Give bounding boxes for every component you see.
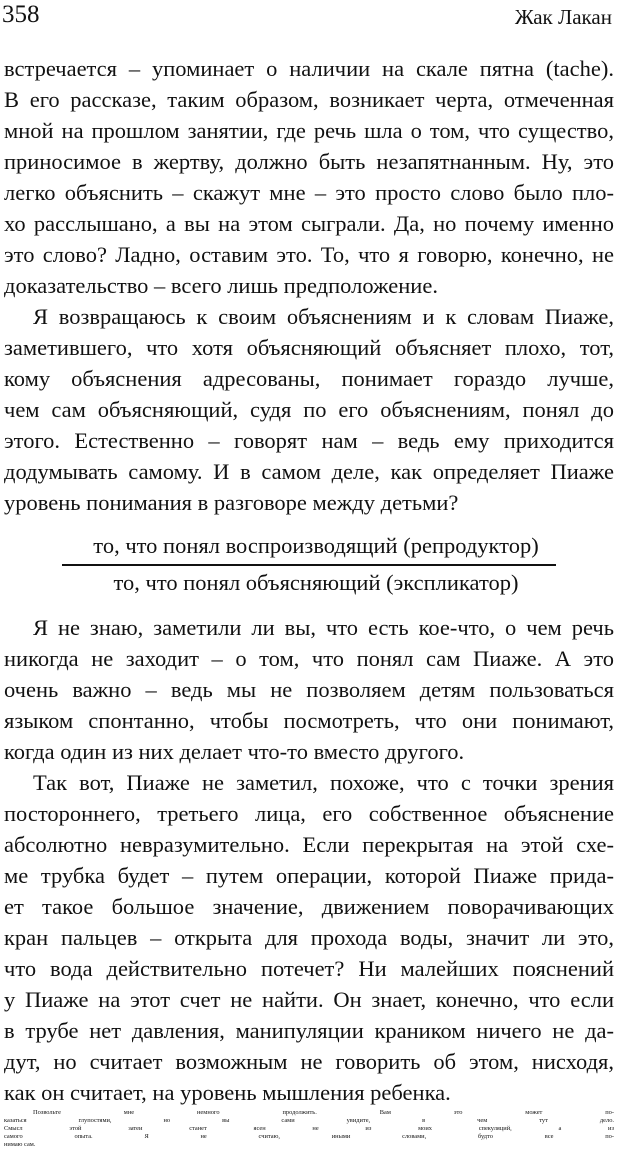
text-line: Так вот, Пиаже не заметил, похоже, что с точки зрения — [33, 770, 614, 795]
text-line: абсолютно невразумительно. Если перекрытая на этой схе- — [4, 832, 614, 857]
page-number: 358 — [2, 1, 40, 28]
text-line: заметившего, что хотя объясняющий объясняет плохо, тот, — [4, 335, 614, 360]
text-line: языком спонтанно, чтобы посмотреть, что они понимают, — [4, 708, 614, 733]
text-line: что вода действительно потечет? Ни малейших пояснений — [4, 956, 614, 981]
text-line: Я не знаю, заметили ли вы, что есть кое-что, о чем речь — [33, 615, 614, 640]
text-line: очень важно – ведь мы не позволяем детям пользоваться — [4, 677, 614, 702]
text-line: Смысл этой затеи станет ясен не из моих спекуляций, а из — [4, 1125, 614, 1132]
text-line: уровень понимания в разговоре между детьми? — [4, 490, 459, 515]
text-line: никогда не заходит – о том, что понял сам Пиаже. А это — [4, 646, 614, 671]
text-line: когда один из них делает что-то вместо другого. — [4, 739, 465, 764]
text-line: мной на прошлом занятии, где речь шла о том, что существо, — [4, 118, 614, 143]
running-head — [0, 0, 620, 36]
text-line: В его рассказе, таким образом, возникает черта, отмеченная — [4, 87, 614, 112]
text-line: кран пальцев – открыта для прохода воды, значит ли это, — [4, 925, 614, 950]
text-line: Я возвращаюсь к своим объяснениям и к словам Пиаже, — [33, 304, 614, 329]
text-line: приносимое в жертву, должно быть незапятнанным. Ну, это — [4, 149, 614, 174]
text-line: этого. Естественно – говорят нам – ведь ему приходится — [4, 428, 614, 453]
text-line: кому объяснения адресованы, понимает гораздо лучше, — [4, 366, 614, 391]
text-line: ме трубка будет – путем операции, которой Пиаже прида- — [4, 863, 614, 888]
text-line: Позвольте мне немного продолжить. Вам это может по- — [33, 1109, 614, 1116]
text-line: чем сам объясняющий, судя по его объяснениям, понял до — [4, 397, 614, 422]
text-line: ет такое большое значение, движением поворачивающих — [4, 894, 614, 919]
text-line: хо расслышано, а вы на этом сыграли. Да, но почему именно — [4, 211, 614, 236]
running-head-author: Жак Лакан — [514, 5, 612, 29]
text-line: легко объяснить – скажут мне – это просто слово было пло- — [4, 180, 614, 205]
text-line: в трубе нет давления, манипуляции краником ничего не да- — [4, 1018, 614, 1043]
text-line: нимаю сам. — [4, 1141, 36, 1148]
text-line: встречается – упоминает о наличии на скале пятна (tache). — [4, 56, 614, 81]
text-line: самого опыта. Я не считаю, иными словами, будто все по- — [4, 1133, 614, 1140]
fraction-bar — [62, 564, 556, 566]
text-line: додумывать самому. И в самом деле, как определяет Пиаже — [4, 459, 614, 484]
text-line: казаться глупостями, но вы сами увидите, в чем тут дело. — [4, 1117, 614, 1124]
text-line: доказательство – всего лишь предположение. — [4, 273, 438, 298]
text-line: у Пиаже на этот счет не найти. Он знает, конечно, что если — [4, 987, 614, 1012]
fraction-numerator: то, что понял воспроизводящий (репродуктор) — [93, 533, 539, 558]
text-line: как он считает, на уровень мышления ребенка. — [4, 1080, 451, 1105]
text-line: это слово? Ладно, оставим это. То, что я говорю, конечно, не — [4, 242, 614, 267]
text-line: постороннего, третьего лица, его собственное объяснение — [4, 801, 614, 826]
fraction-denominator: то, что понял объясняющий (экспликатор) — [113, 570, 519, 595]
text-line: дут, но считает возможным не говорить об этом, нисходя, — [4, 1049, 614, 1074]
